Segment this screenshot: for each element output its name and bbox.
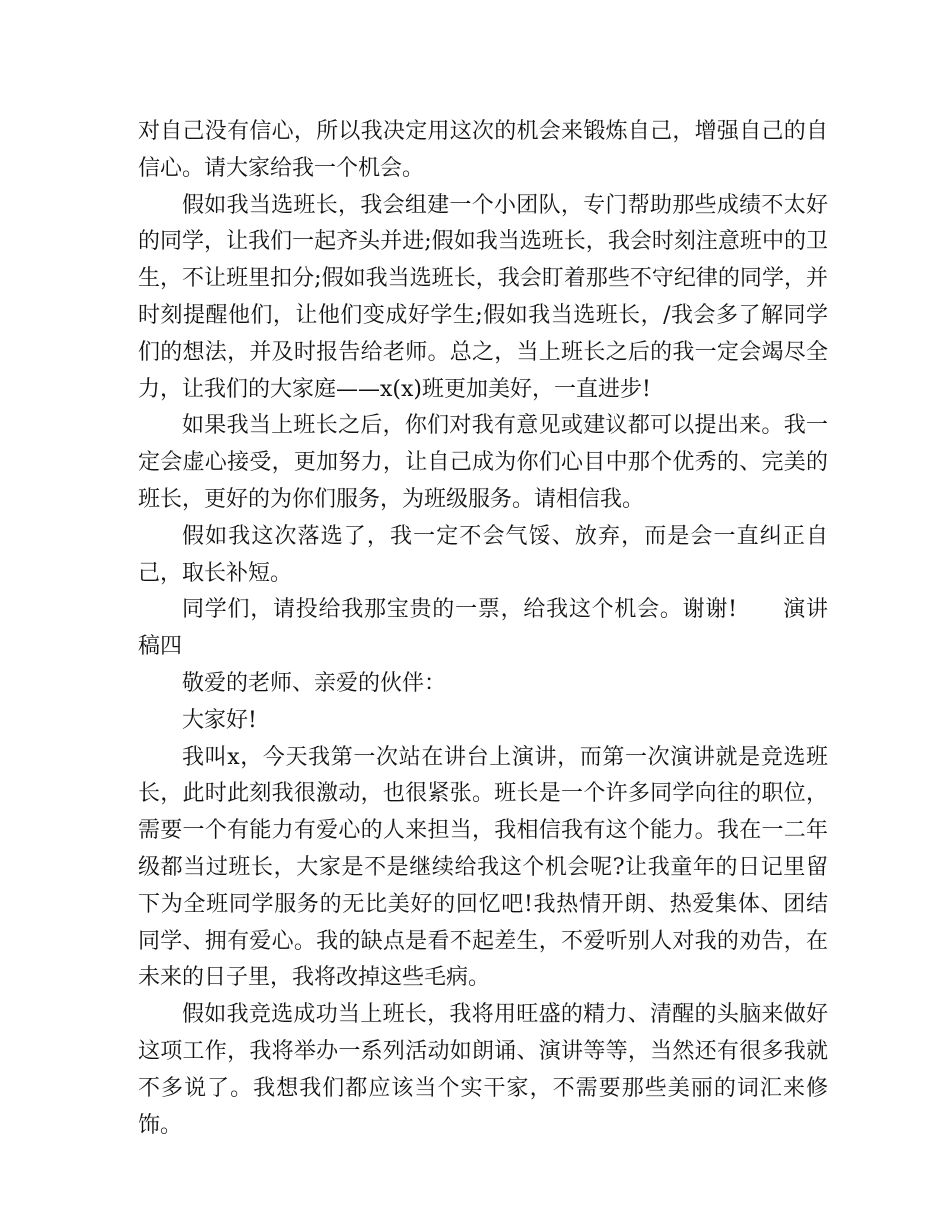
- paragraph: 假如我竞选成功当上班长，我将用旺盛的精力、清醒的头脑来做好这项工作，我将举办一系列活动如朗诵、演讲等等，当然还有很多我就不多说了。我想我们都应该当个实干家，不需要那些美丽的词汇来修饰。: [138, 1002, 828, 1138]
- paragraph: 假如我当选班长，我会组建一个小团队，专门帮助那些成绩不太好的同学，让我们一起齐头并进;假如我当选班长，我会时刻注意班中的卫生，不让班里扣分;假如我当选班长，我会盯着那些不守纪律的同学，并时刻提醒他们，让他们变成好学生;假如我当选班长，/我会多了解同学们的想法，并及时报告给老师。总之，当上班长之后的我一定会竭尽全力，让我们的大家庭——x(x)班更加美好，一直进步!: [138, 192, 828, 402]
- salutation: 敬爱的老师、亲爱的伙伴：: [182, 670, 447, 696]
- document-page: [138, 114, 828, 1144]
- paragraph: 如果我当上班长之后，你们对我有意见或建议都可以提出来。我一定会虚心接受，更加努力，让自己成为你们心目中那个优秀的、完美的班长，更好的为你们服务，为班级服务。请相信我。: [138, 413, 828, 512]
- greeting: 大家好!: [182, 707, 257, 733]
- paragraph: 我叫x，今天我第一次站在讲台上演讲，而第一次演讲就是竞选班长，此时此刻我很激动，也很紧张。班长是一个许多同学向往的职位，需要一个有能力有爱心的人来担当，我相信我有这个能力。我在一二年级都当过班长，大家是不是继续给我这个机会呢?让我童年的日记里留下为全班同学服务的无比美好的回忆吧!我热情开朗、热爱集体、团结同学、拥有爱心。我的缺点是看不起差生，不爱听别人对我的劝告，在未来的日子里，我将改掉这些毛病。: [138, 744, 828, 991]
- paragraph: 假如我这次落选了，我一定不会气馁、放弃，而是会一直纠正自己，取长补短。: [138, 523, 828, 586]
- paragraph: 同学们，请投给我那宝贵的一票，给我这个机会。谢谢! 演讲稿四: [138, 597, 828, 660]
- paragraph: 对自己没有信心，所以我决定用这次的机会来锻炼自己，增强自己的自信心。请大家给我一个机会。: [138, 119, 828, 181]
